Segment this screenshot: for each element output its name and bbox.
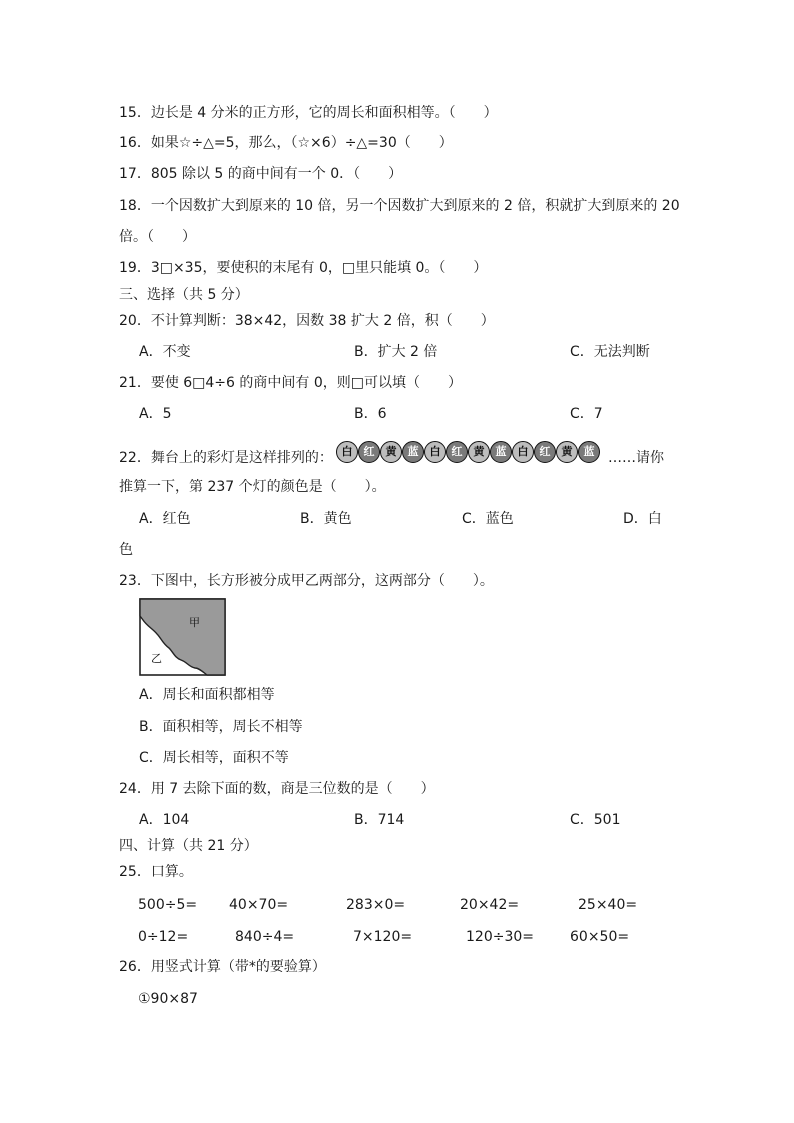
rectangle-split-figure: [139, 598, 226, 676]
q25-r1-c3: 283×0=: [346, 897, 406, 913]
lamp-10: 红: [534, 441, 556, 463]
lamp-2: 红: [358, 441, 380, 463]
q21-option-a: A．5: [139, 406, 172, 422]
q22-option-c: C．蓝色: [462, 511, 514, 527]
label-jia: 甲: [189, 616, 200, 629]
q25-r2-c3: 7×120=: [353, 929, 413, 945]
q20: 20．不计算判断：38×42，因数 38 扩大 2 倍，积（ ）: [119, 313, 495, 329]
lamp-12: 蓝: [578, 441, 600, 463]
lamp-9: 白: [512, 441, 534, 463]
lamp-8: 蓝: [490, 441, 512, 463]
q24-option-b: B．714: [354, 812, 405, 828]
q21: 21．要使 6□4÷6 的商中间有 0，则□可以填（ ）: [119, 375, 462, 391]
lamp-4: 蓝: [402, 441, 424, 463]
q17: 17．805 除以 5 的商中间有一个 0．（ ）: [119, 166, 403, 182]
section-3-heading: 三、选择（共 5 分）: [119, 287, 249, 303]
q25-r2-c1: 0÷12=: [138, 929, 189, 945]
lamp-3: 黄: [380, 441, 402, 463]
q25-r1-c1: 500÷5=: [138, 897, 198, 913]
q23-option-c: C．周长相等，面积不等: [139, 750, 289, 766]
lamp-sequence: [336, 441, 600, 463]
label-yi: 乙: [151, 652, 162, 665]
lamp-6: 红: [446, 441, 468, 463]
q15: 15．边长是 4 分米的正方形，它的周长和面积相等。（ ）: [119, 105, 498, 121]
q23-option-b: B．面积相等，周长不相等: [139, 719, 303, 735]
q25-r2-c2: 840÷4=: [235, 929, 295, 945]
q22-line1: 22．舞台上的彩灯是这样排列的：: [119, 450, 333, 466]
q22-option-b: B．黄色: [300, 511, 352, 527]
q20-option-c: C．无法判断: [570, 344, 650, 360]
q25-r1-c5: 25×40=: [578, 897, 638, 913]
q20-option-a: A．不变: [139, 344, 191, 360]
section-4-heading: 四、计算（共 21 分）: [119, 838, 258, 854]
q21-option-b: B．6: [354, 406, 387, 422]
lamp-5: 白: [424, 441, 446, 463]
q22-option-a: A．红色: [139, 511, 191, 527]
lamp-11: 黄: [556, 441, 578, 463]
q19: 19．3□×35，要使积的末尾有 0，□里只能填 0。（ ）: [119, 260, 488, 276]
q20-option-b: B．扩大 2 倍: [354, 344, 438, 360]
q16: 16．如果☆÷△=5，那么，（☆×6）÷△=30（ ）: [119, 135, 453, 151]
q25-r1-c4: 20×42=: [460, 897, 520, 913]
q24-option-c: C．501: [570, 812, 621, 828]
q18-line1: 18．一个因数扩大到原来的 10 倍，另一个因数扩大到原来的 2 倍，积就扩大到原来的 20: [119, 198, 680, 214]
q26: 26．用竖式计算（带*的要验算）: [119, 959, 326, 975]
q25-r1-c2: 40×70=: [229, 897, 289, 913]
q23-option-a: A．周长和面积都相等: [139, 687, 275, 703]
q22-tail: ……请你: [608, 450, 664, 466]
q25-r2-c4: 120÷30=: [466, 929, 534, 945]
q22-option-d: D．白: [623, 511, 662, 527]
q25-r2-c5: 60×50=: [570, 929, 630, 945]
q23: 23．下图中，长方形被分成甲乙两部分，这两部分（ ）。: [119, 573, 494, 589]
q25: 25．口算。: [119, 864, 193, 880]
lamp-7: 黄: [468, 441, 490, 463]
lamp-1: 白: [336, 441, 358, 463]
q21-option-c: C．7: [570, 406, 603, 422]
q26-item-1: ①90×87: [138, 991, 198, 1007]
q22-line2: 推算一下，第 237 个灯的颜色是（ ）。: [119, 479, 386, 495]
q22-option-d-wrap: 色: [119, 542, 133, 558]
q18-line2: 倍。（ ）: [119, 229, 196, 245]
q24: 24．用 7 去除下面的数，商是三位数的是（ ）: [119, 781, 435, 797]
q24-option-a: A．104: [139, 812, 190, 828]
